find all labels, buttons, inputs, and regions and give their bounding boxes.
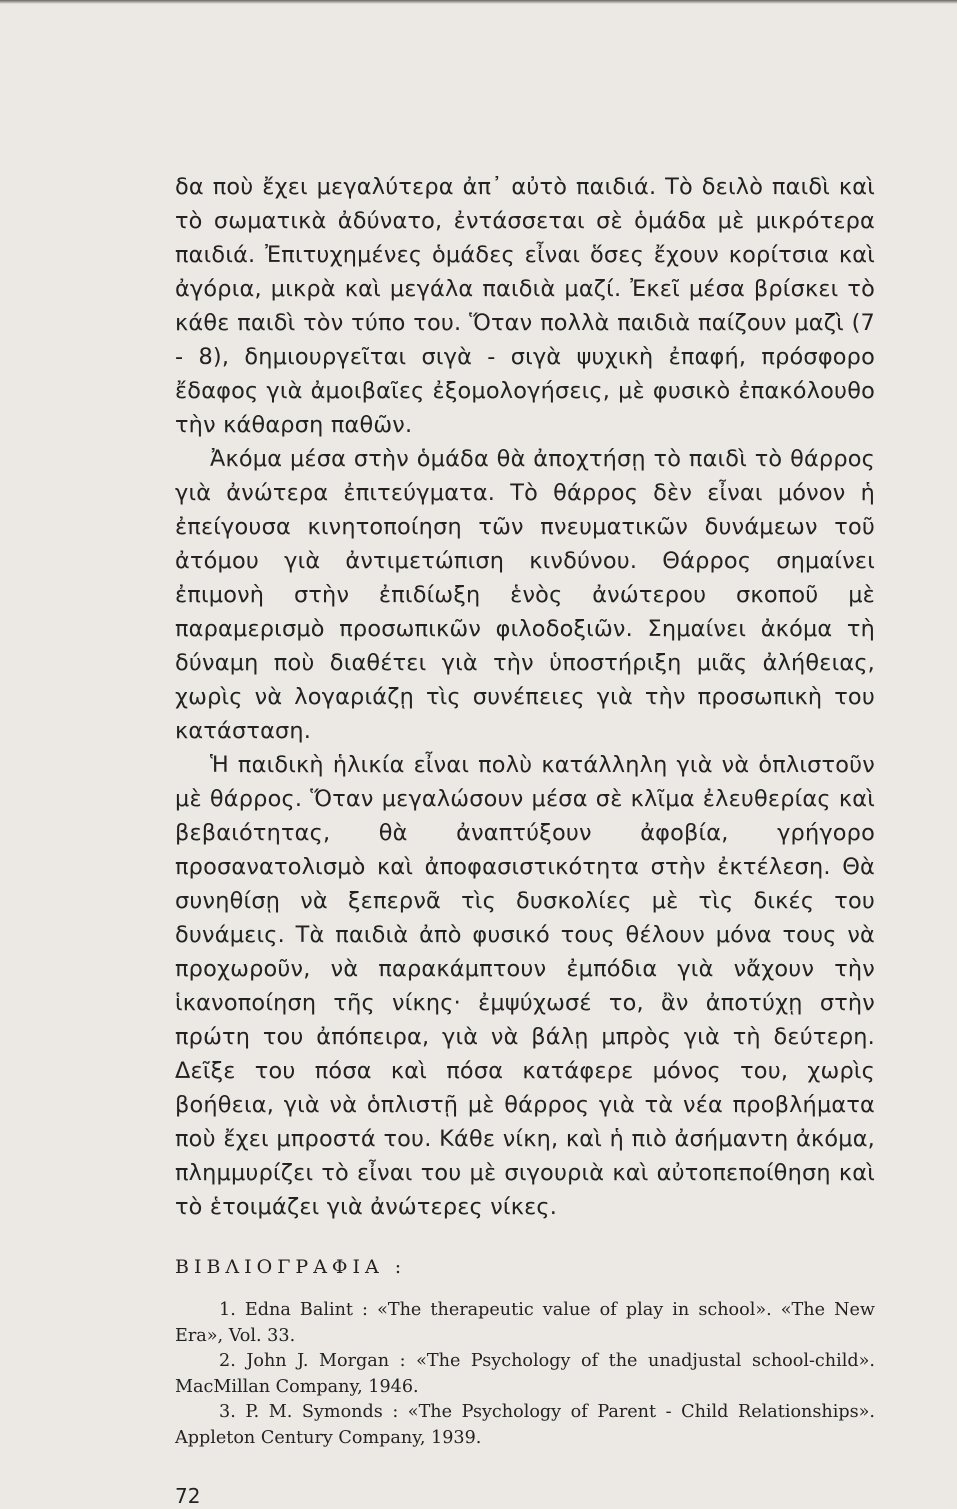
bibliography-heading: ΒΙΒΛΙΟΓΡΑΦΙΑ : [175,1256,407,1278]
bibliography-item: 1. Edna Balint : «The therapeutic value of play in school». «The New Era», Vol. 33. [175,1300,875,1346]
bibliography-item: 3. P. M. Symonds : «The Psychology of Parent - Child Relationships». Appleton Century Company, 1939. [175,1402,875,1448]
body-paragraph-2: Ἀκόμα μέσα στὴν ὁμάδα θὰ ἀποχτήσῃ τὸ παιδὶ τὸ θάρρος γιὰ ἀνώτερα ἐπιτεύγματα. Τὸ θάρρος δὲν εἶναι μόνον ἡ ἐπείγουσα κινητοποίηση τῶν πνευματικῶν δυνάμεων τοῦ ἀτόμου γιὰ ἀντιμετώπιση κινδύνου. Θάρρος σημαίνει ἐπιμονὴ στὴν ἐπιδίωξη ἑνὸς ἀνώτερου σκοποῦ μὲ παραμερισμὸ προσωπικῶν φιλοδοξιῶν. Σημαίνει ἀκόμα τὴ δύναμη ποὺ διαθέτει γιὰ τὴν ὑποστήριξη μιᾶς ἀλήθειας, χωρὶς νὰ λογαριάζῃ τὶς συνέπειες γιὰ τὴν προσωπικὴ του κατάσταση. [175,446,875,744]
body-paragraph-1: δα ποὺ ἔχει μεγαλύτερα ἀπ᾿ αὐτὸ παιδιά. Τὸ δειλὸ παιδὶ καὶ τὸ σωματικὰ ἀδύνατο, ἐντάσσεται σὲ ὁμάδα μὲ μικρότερα παιδιά. Ἐπιτυχημένες ὁμάδες εἶναι ὅσες ἔχουν κορίτσια καὶ ἀγόρια, μικρὰ καὶ μεγάλα παιδιὰ μαζί. Ἐκεῖ μέσα βρίσκει τὸ κάθε παιδὶ τὸν τύπο του. Ὅταν πολλὰ παιδιὰ παίζουν μαζὶ (7 - 8), δημιουργεῖται σιγὰ - σιγὰ ψυχικὴ ἐπαφή, πρόσφορο ἔδαφος γιὰ ἀμοιβαῖες ἐξομολογήσεις, μὲ φυσικὸ ἐπακόλουθο τὴν κάθαρση παθῶν. [175,174,875,438]
page-content [175,170,875,1509]
body-paragraph-3: Ἡ παιδικὴ ἡλικία εἶναι πολὺ κατάλληλη γιὰ νὰ ὁπλιστοῦν μὲ θάρρος. Ὅταν μεγαλώσουν μέσα σὲ κλῖμα ἐλευθερίας καὶ βεβαιότητας, θὰ ἀναπτύξουν ἀφοβία, γρήγορο προσανατολισμὸ καὶ ἀποφασιστικότητα στὴν ἐκτέλεση. Θὰ συνηθίσῃ νὰ ξεπερνᾶ τὶς δυσκολίες μὲ τὶς δικές του δυνάμεις. Τὰ παιδιὰ ἀπὸ φυσικό τους θέλουν μόνα τους νὰ προχωροῦν, νὰ παρακάμπτουν ἐμπόδια γιὰ νἄχουν τὴν ἱκανοποίηση τῆς νίκης· ἐμψύχωσέ το, ἂν ἀποτύχῃ στὴν πρώτη του ἀπόπειρα, γιὰ νὰ βάλῃ μπρὸς γιὰ τὴ δεύτερη. Δεῖξε του πόσα καὶ πόσα κατάφερε μόνος του, χωρὶς βοήθεια, γιὰ νὰ ὁπλιστῇ μὲ θάρρος γιὰ τὰ νέα προβλήματα ποὺ ἔχει μπροστά του. Κάθε νίκη, καὶ ἡ πιὸ ἀσήμαντη ἀκόμα, πλημμυρίζει τὸ εἶναι του μὲ σιγουριὰ καὶ αὐτοπεποίθηση καὶ τὸ ἑτοιμάζει γιὰ ἀνώτερες νίκες. [175,752,875,1220]
page-top-edge [0,0,957,4]
bibliography-list [175,1298,875,1451]
bibliography-item: 2. John J. Morgan : «The Psychology of the unadjustal school-child». MacMillan Company, 1946. [175,1351,875,1397]
page-number: 72 [175,1484,201,1508]
